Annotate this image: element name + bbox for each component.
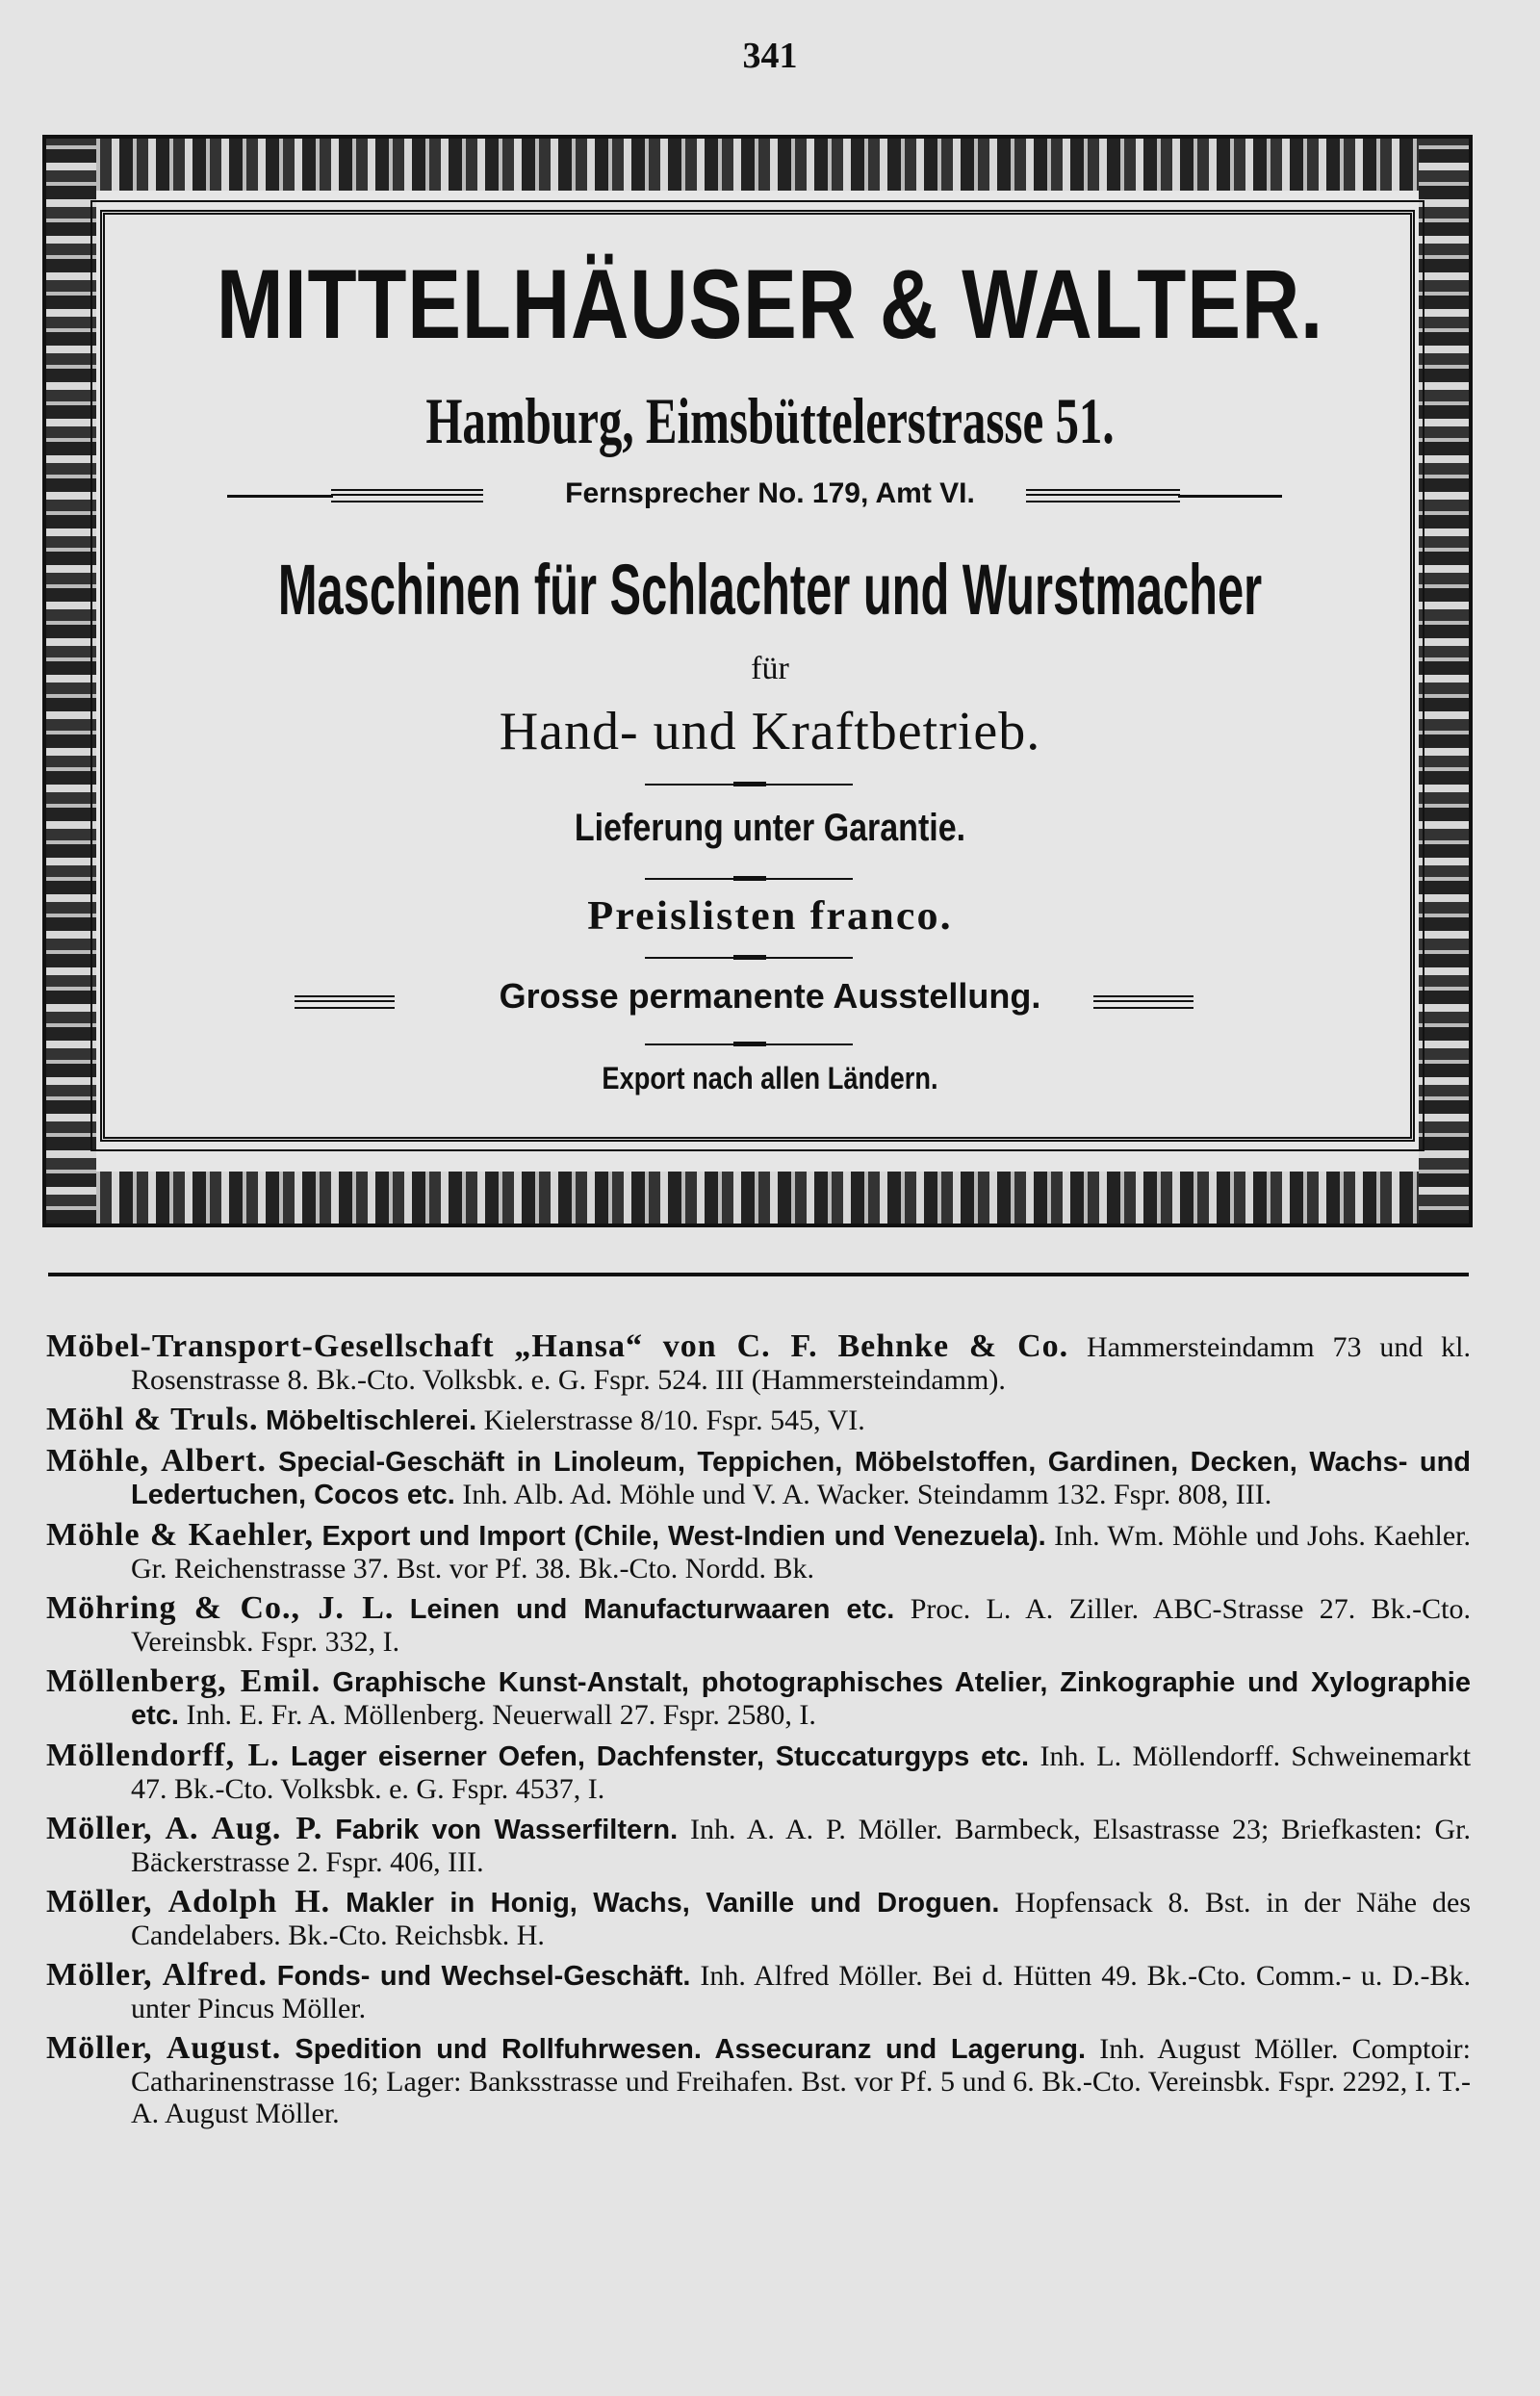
entry-name: Möller, A. Aug. P.	[46, 1811, 323, 1846]
directory-entry	[46, 1330, 1471, 1396]
entry-name: Möller, Adolph H.	[46, 1884, 331, 1919]
entry-details: Kielerstrasse 8/10. Fspr. 545, VI.	[483, 1404, 865, 1436]
rule-right-triple	[1026, 489, 1180, 502]
entry-business: Leinen und Manufacturwaaren etc.	[409, 1594, 895, 1625]
entry-details: Inh. Wm. Möhle und Johs. Kaehler. Gr. Reichenstrasse 37. Bst. vor Pf. 38. Bk.-Cto. Nordd. Bk.	[131, 1520, 1472, 1584]
directory-entry	[46, 1959, 1471, 2024]
advertisement-export: Export nach allen Ländern.	[602, 1061, 938, 1095]
advertisement-address: Hamburg, Eimsbüttelerstrasse 51.	[425, 384, 1115, 457]
entry-details: Proc. L. A. Ziller. ABC-Strasse 27. Bk.-Cto. Vereinsbk. Fspr. 332, I.	[131, 1593, 1472, 1658]
entry-details: Inh. Alfred Möller. Bei d. Hütten 49. Bk.-Cto. Comm.- u. D.-Bk. unter Pincus Möller.	[131, 1960, 1471, 2024]
entry-business: Fonds- und Wechsel-Geschäft.	[276, 1961, 691, 1992]
directory-entries	[46, 1330, 1471, 2137]
advertisement-title: MITTELHÄUSER & WALTER.	[216, 249, 1324, 359]
entry-name: Möllendorff, L.	[46, 1738, 280, 1773]
entry-business: Special-Geschäft in Linoleum, Teppichen, Möbelstoffen, Gardinen, Decken, Wachs- und Ledertuchen, Cocos etc.	[131, 1447, 1472, 1510]
directory-entry	[46, 1739, 1471, 1805]
entry-details: Inh. L. Möllendorff. Schweinemarkt 47. Bk.-Cto. Volksbk. e. G. Fspr. 4537, I.	[131, 1740, 1472, 1805]
entry-name: Möhl & Truls.	[46, 1402, 259, 1437]
entry-details: Hammersteindamm 73 und kl. Rosenstrasse 8. Bk.-Cto. Volksbk. e. G. Fspr. 524. III (Hammersteindamm).	[131, 1331, 1472, 1396]
rule-left-long	[227, 495, 333, 498]
entry-details: Inh. Alb. Ad. Möhle und V. A. Wacker. Steindamm 132. Fspr. 808, III.	[462, 1479, 1272, 1510]
directory-entry	[46, 1592, 1471, 1658]
directory-entry	[46, 2032, 1471, 2129]
separator	[645, 784, 853, 786]
entry-business: Lager eiserner Oefen, Dachfenster, Stuccaturgyps etc.	[291, 1741, 1030, 1772]
rule-exhibition-right	[1093, 995, 1194, 1009]
entry-details: Inh. A. A. P. Möller. Barmbeck, Elsastrasse 23; Briefkasten: Gr. Bäckerstrasse 2. Fspr. 406, III.	[131, 1814, 1472, 1878]
directory-entry	[46, 1813, 1471, 1878]
entry-business: Möbeltischlerei.	[266, 1405, 477, 1436]
rule-right-long	[1178, 495, 1282, 498]
entry-business: Makler in Honig, Wachs, Vanille und Droguen.	[346, 1888, 1000, 1919]
advertisement-guarantee: Lieferung unter Garantie.	[574, 807, 966, 849]
separator	[645, 957, 853, 959]
entry-name: Möhle, Albert.	[46, 1443, 267, 1479]
entry-details: Inh. E. Fr. A. Möllenberg. Neuerwall 27. Fspr. 2580, I.	[186, 1699, 816, 1731]
entry-name: Möbel-Transport-Gesellschaft „Hansa“ von C. F. Behnke & Co.	[46, 1328, 1069, 1364]
entry-name: Möllenberg, Emil.	[46, 1663, 321, 1699]
advertisement-phone-row	[0, 477, 1540, 526]
advertisement-headline: Maschinen für Schlachter und Wurstmacher	[277, 550, 1263, 630]
entry-name: Möhring & Co., J. L.	[46, 1590, 395, 1626]
directory-entry	[46, 1445, 1471, 1511]
directory-entry	[46, 1665, 1471, 1732]
advertisement-exhibition: Grosse permanente Ausstellung.	[499, 976, 1041, 1016]
entry-business: Graphische Kunst-Anstalt, photographisches Atelier, Zinkographie und Xylographie etc.	[131, 1667, 1471, 1731]
entry-business: Export und Import (Chile, West-Indien und Venezuela).	[321, 1521, 1046, 1552]
entry-name: Möhle & Kaehler,	[46, 1517, 315, 1553]
advertisement-phone: Fernsprecher No. 179, Amt VI.	[565, 477, 975, 509]
directory-entry	[46, 1404, 1471, 1437]
entry-details: Hopfensack 8. Bst. in der Nähe des Candelabers. Bk.-Cto. Reichsbk. H.	[131, 1887, 1472, 1951]
entry-name: Möller, August.	[46, 2030, 282, 2066]
rule-left-triple	[331, 489, 483, 502]
directory-entry	[46, 1886, 1471, 1951]
advertisement-operation: Hand- und Kraftbetrieb.	[499, 702, 1041, 761]
entry-business: Fabrik von Wasserfiltern.	[335, 1815, 679, 1845]
directory-entry	[46, 1519, 1471, 1584]
section-divider	[48, 1273, 1469, 1276]
separator	[645, 1043, 853, 1045]
entry-details: Inh. August Möller. Comptoir: Catharinenstrasse 16; Lager: Banksstrasse und Freihafen. Bst. vor Pf. 5 und 6. Bk.-Cto. Vereinsbk. Fspr. 2292, I. T.-A. August Möller.	[131, 2033, 1472, 2129]
page-number: 341	[742, 36, 798, 76]
entry-business: Spedition und Rollfuhrwesen. Assecuranz und Lagerung.	[295, 2034, 1087, 2065]
advertisement-fuer: für	[751, 651, 789, 686]
separator	[645, 878, 853, 880]
entry-name: Möller, Alfred.	[46, 1957, 268, 1993]
advertisement-price-lists: Preislisten franco.	[587, 894, 953, 939]
